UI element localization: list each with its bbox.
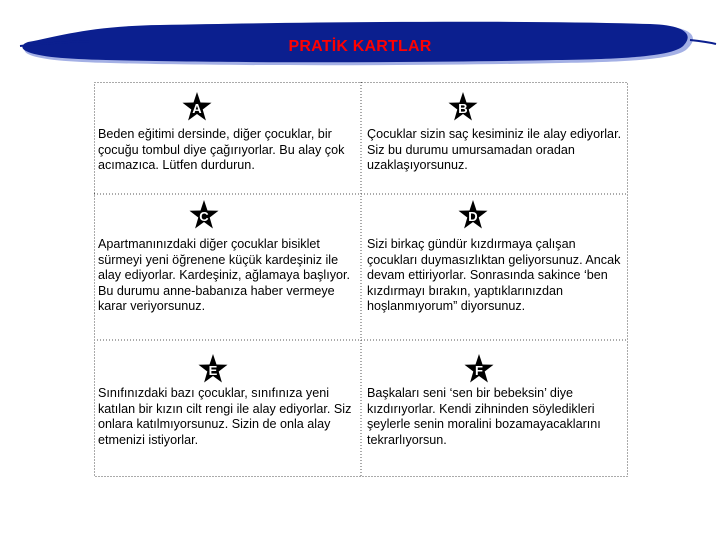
card-letter: F <box>475 363 483 378</box>
star-icon <box>189 200 219 230</box>
star-icon <box>182 92 212 122</box>
page-title: PRATİK KARTLAR <box>288 38 432 55</box>
card-text: Beden eğitimi dersinde, diğer çocuklar, bir çocuğu tombul diye çağırıyorlar. Bu alay çok acımazıca. Lütfen durdurun. <box>98 127 345 172</box>
card-letter: D <box>468 209 478 224</box>
card-text: Sizi birkaç gündür kızdırmaya çalışan çocukları duymasızlıktan geliyorsunuz. Ancak devam ettiriyorlar. Sonrasında sakince ‘ben kızdırmayı bırakın, yaptıklarınızdan hoşlanmıyorum” diyorsunuz. <box>367 237 621 313</box>
card-text: Sınıfınızdaki bazı çocuklar, sınıfınıza yeni katılan bir kızın cilt rengi ile alay ediyorlar. Siz onlara katılmıyorsunuz. Sizin de onla alay etmenizi istiyorlar. <box>98 386 352 447</box>
card-text: Apartmanınızdaki diğer çocuklar bisiklet sürmeyi yeni öğrenene küçük kardeşiniz ile alay ediyorlar. Kardeşiniz, ağlamaya başlıyor. Bu durumu anne-babanıza haber vermeye karar veriyorsunuz. <box>98 237 351 313</box>
card-text: Başkaları seni ‘sen bir bebeksin’ diye kızdırıyorlar. Kendi zihninden söyledikleri şeylerle senin moralini bozamayacaklarını tekrarlıyorsun. <box>367 386 601 447</box>
star-icon <box>464 354 494 384</box>
card-text: Çocuklar sizin saç kesiminiz ile alay ediyorlar. Siz bu durumu umursamadan oradan uzaklaşıyorsunuz. <box>367 127 622 172</box>
card-grid <box>94 82 628 477</box>
card-letter: E <box>208 363 218 378</box>
star-icon <box>198 354 228 384</box>
card-letter: A <box>192 101 202 116</box>
card-letter: C <box>199 209 209 224</box>
star-icon <box>458 200 488 230</box>
star-icon <box>448 92 478 122</box>
card-letter: B <box>458 101 468 116</box>
